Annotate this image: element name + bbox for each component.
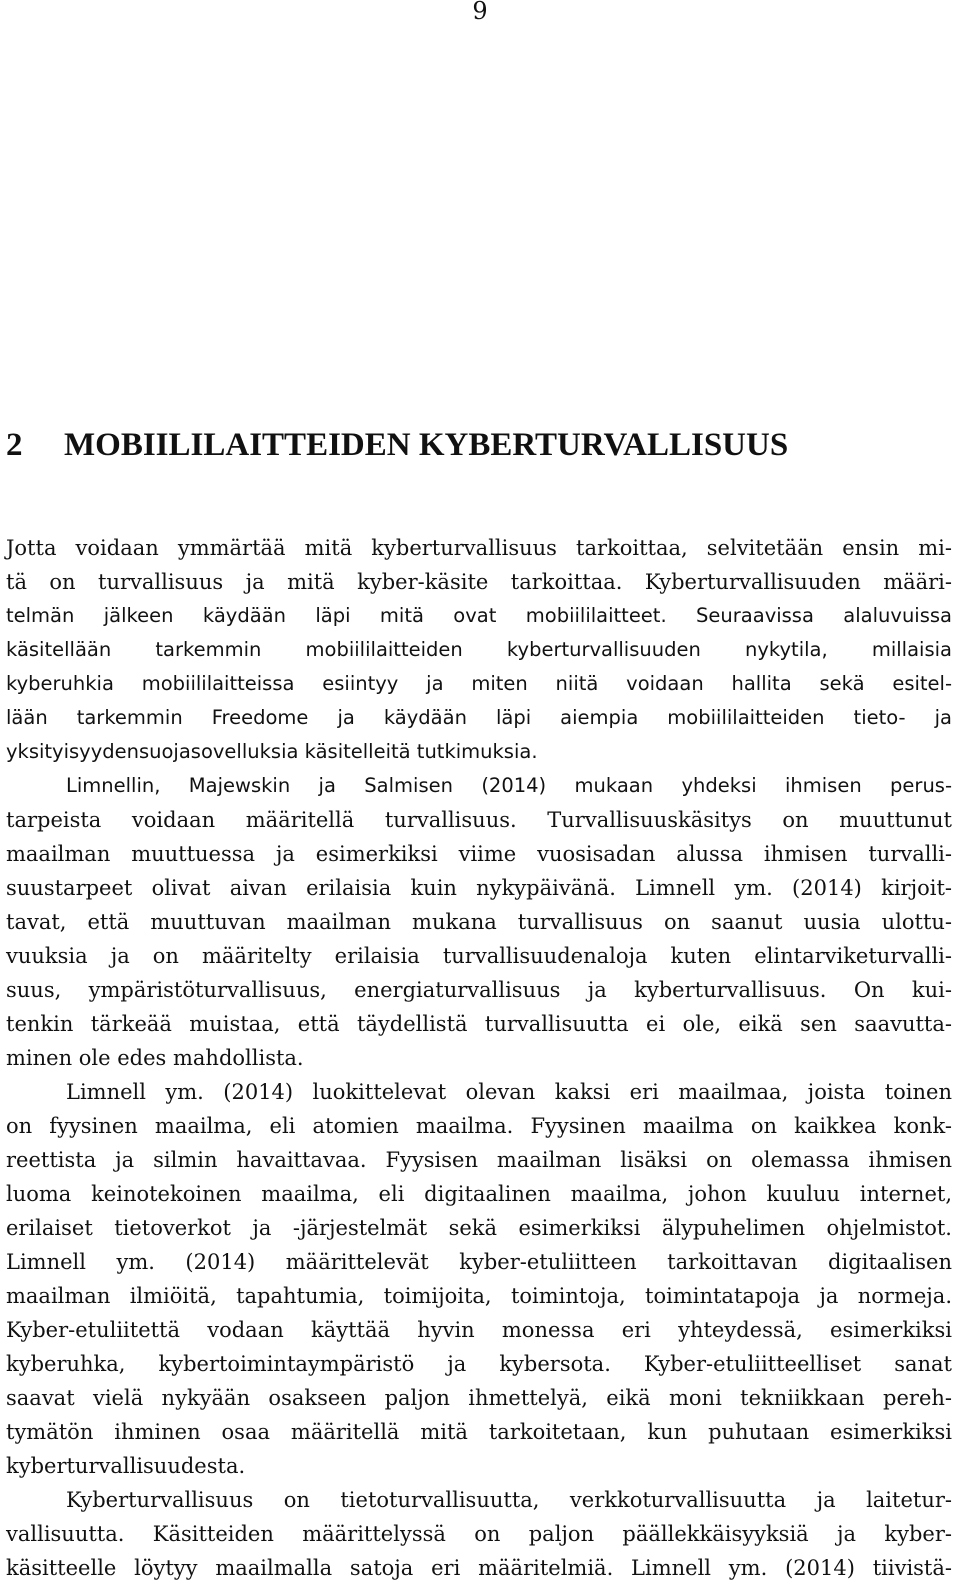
body-text <box>6 531 952 1585</box>
text-line: on fyysinen maailma, eli atomien maailma. Fyysinen maailma on kaikkea konk- <box>6 1114 952 1138</box>
text-line: kyberuhkia mobiililaitteissa esiintyy ja miten niitä voidaan hallita sekä esitel- <box>6 672 952 695</box>
text-line: tymätön ihminen osaa määritellä mitä tarkoitetaan, kun puhutaan esimerkiksi <box>6 1420 952 1444</box>
paragraph-3 <box>6 1075 952 1483</box>
text-line: suustarpeet olivat aivan erilaisia kuin nykypäivänä. Limnell ym. (2014) kirjoit- <box>6 876 952 900</box>
text-line: yksityisyydensuojasovelluksia käsitelleitä tutkimuksia. <box>6 740 538 763</box>
text-line: maailman ilmiöitä, tapahtumia, toimijoita, toimintoja, toimintatapoja ja normeja. <box>6 1284 952 1308</box>
text-line: tä on turvallisuus ja mitä kyber-käsite tarkoittaa. Kyberturvallisuuden määri- <box>6 570 952 594</box>
text-line: tenkin tärkeää muistaa, että täydellistä turvallisuutta ei ole, eikä sen saavutta- <box>6 1012 952 1036</box>
text-line: käsitellään tarkemmin mobiililaitteiden kyberturvallisuuden nykytila, millaisia <box>6 638 952 661</box>
text-line: Kyberturvallisuus on tietoturvallisuutta, verkkoturvallisuutta ja laitetur- <box>66 1488 952 1512</box>
text-line: suus, ympäristöturvallisuus, energiaturvallisuus ja kyberturvallisuus. On kui- <box>6 978 952 1002</box>
text-line: maailman muuttuessa ja esimerkiksi viime vuosisadan alussa ihmisen turvalli- <box>6 842 952 866</box>
text-line: kyberuhka, kybertoimintaympäristö ja kybersota. Kyber-etuliitteelliset sanat <box>6 1352 952 1376</box>
text-line: Kyber-etuliitettä vodaan käyttää hyvin monessa eri yhteydessä, esimerkiksi <box>6 1318 952 1342</box>
text-line: erilaiset tietoverkot ja -järjestelmät sekä esimerkiksi älypuhelimen ohjelmistot. <box>6 1216 952 1240</box>
text-line: käsitteelle löytyy maailmalla satoja eri määritelmiä. Limnell ym. (2014) tiivistä- <box>6 1556 952 1580</box>
text-line: Limnellin, Majewskin ja Salmisen (2014) mukaan yhdeksi ihmisen perus- <box>66 774 952 797</box>
text-line: minen ole edes mahdollista. <box>6 1046 304 1070</box>
chapter-number: 2 <box>6 427 23 463</box>
text-line: vuuksia ja on määritelty erilaisia turvallisuudenaloja kuten elintarviketurvalli- <box>6 944 952 968</box>
text-line: lään tarkemmin Freedome ja käydään läpi aiempia mobiililaitteiden tieto- ja <box>6 706 952 729</box>
text-line: Limnell ym. (2014) luokittelevat olevan kaksi eri maailmaa, joista toinen <box>66 1080 952 1104</box>
text-line: tarpeista voidaan määritellä turvallisuus. Turvallisuuskäsitys on muuttunut <box>6 808 952 832</box>
text-line: luoma keinotekoinen maailma, eli digitaalinen maailma, johon kuuluu internet, <box>6 1182 952 1206</box>
text-line: Jotta voidaan ymmärtää mitä kyberturvallisuus tarkoittaa, selvitetään ensin mi- <box>6 536 952 560</box>
text-line: telmän jälkeen käydään läpi mitä ovat mobiililaitteet. Seuraavissa alaluvuissa <box>6 604 952 627</box>
text-line: kyberturvallisuudesta. <box>6 1454 246 1478</box>
paragraph-2 <box>6 769 952 1075</box>
paragraph-4 <box>6 1483 952 1585</box>
chapter-heading <box>6 423 788 467</box>
text-line: reettista ja silmin havaittavaa. Fyysisen maailman lisäksi on olemassa ihmisen <box>6 1148 952 1172</box>
chapter-title: MOBIILILAITTEIDEN KYBERTURVALLISUUS <box>64 427 789 463</box>
page-number: 9 <box>472 0 488 25</box>
text-line: Limnell ym. (2014) määrittelevät kyber-etuliitteen tarkoittavan digitaalisen <box>6 1250 952 1274</box>
paragraph-1 <box>6 531 952 769</box>
text-line: tavat, että muuttuvan maailman mukana turvallisuus on saanut uusia ulottu- <box>6 910 952 934</box>
text-line: saavat vielä nykyään osakseen paljon ihmettelyä, eikä moni tekniikkaan pereh- <box>6 1386 952 1410</box>
text-line: vallisuutta. Käsitteiden määrittelyssä on paljon päällekkäisyyksiä ja kyber- <box>6 1522 952 1546</box>
